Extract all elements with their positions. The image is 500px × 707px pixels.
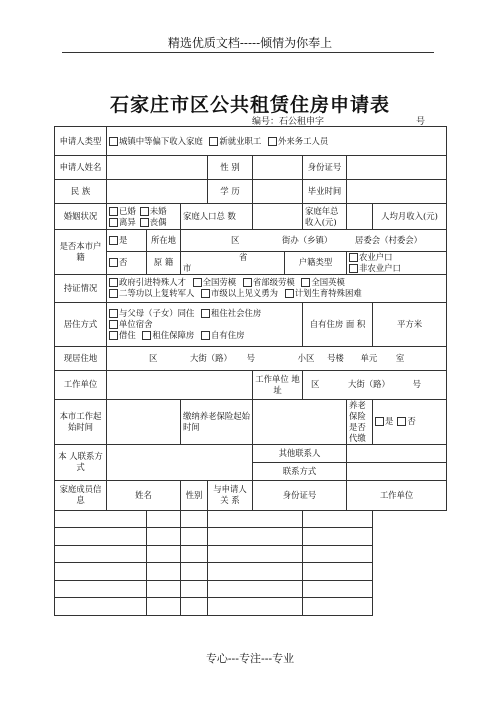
merit-option[interactable]: 全国劳模: [193, 277, 237, 287]
merit-option[interactable]: 全国英模: [301, 277, 345, 287]
ethnicity-field[interactable]: [107, 180, 208, 204]
local-work-start-label: 本市工作起始时间: [55, 399, 107, 444]
merit-options: [107, 274, 447, 302]
checkbox-icon: [109, 137, 118, 146]
sqm-unit: 平方米: [397, 318, 423, 329]
row-marital: [55, 204, 447, 230]
member-id-cell[interactable]: [208, 598, 303, 616]
family-count-label: 家庭人口总 数: [181, 204, 253, 230]
local-work-start-field[interactable]: [107, 399, 181, 444]
member-col-name: 姓名: [107, 480, 181, 510]
checkbox-icon: [140, 218, 149, 227]
member-id-cell[interactable]: [208, 563, 303, 581]
checkbox-icon: [109, 278, 118, 287]
checkbox-icon: [142, 331, 151, 340]
member-work-cell[interactable]: [303, 510, 373, 528]
marital-option[interactable]: 已婚: [109, 206, 136, 216]
current-address-field[interactable]: 区 大街（路） 号 小区 号楼 单元 室: [107, 346, 447, 370]
pension-agency-label: 养老保险是否代缴: [347, 399, 373, 444]
location-field[interactable]: [181, 230, 447, 252]
residence-option[interactable]: 单位宿舍: [109, 319, 153, 329]
member-gender-cell[interactable]: [147, 545, 181, 563]
origin-field[interactable]: [181, 252, 285, 275]
merit-option[interactable]: 政府引进特殊人才: [109, 277, 186, 287]
row-ethnicity: [55, 180, 447, 204]
serial-suffix: 号: [416, 117, 426, 127]
member-gender-cell[interactable]: [147, 580, 181, 598]
row-hukou-origin: [55, 252, 447, 275]
checkbox-icon: [349, 264, 358, 273]
graduation-field[interactable]: [347, 180, 447, 204]
residence-label: 居住方式: [55, 302, 107, 346]
per-capita-label: 人均月收入(元): [373, 204, 447, 230]
member-relation-cell[interactable]: [181, 598, 208, 616]
pension-agency-options: [373, 399, 447, 444]
residence-option[interactable]: 与父母（子女）同住: [109, 308, 194, 318]
location-label: 所在地: [147, 230, 181, 252]
member-id-cell[interactable]: [208, 580, 303, 598]
other-contact-label: 其他联系人: [253, 444, 347, 462]
city-unit: 市: [183, 262, 192, 273]
member-name-cell[interactable]: [55, 545, 147, 563]
member-gender-cell[interactable]: [147, 510, 181, 528]
checkbox-icon: [397, 417, 406, 426]
applicant-type-label: 申请人类型: [55, 127, 107, 156]
member-name-cell[interactable]: [55, 563, 147, 581]
checkbox-icon: [201, 309, 210, 318]
work-address-label: 工作单位 地 址: [253, 370, 303, 399]
members-label: 家庭成员信息: [55, 480, 107, 510]
contact-method-label: 联系方式: [253, 462, 347, 480]
hukou-yes-option[interactable]: 是: [107, 230, 147, 252]
member-relation-cell[interactable]: [181, 580, 208, 598]
id-number-label: 身份证号: [303, 156, 347, 180]
checkbox-icon: [109, 258, 118, 267]
member-work-cell[interactable]: [303, 580, 373, 598]
member-col-work: 工作单位: [347, 480, 447, 510]
residence-option[interactable]: 租住社会住房: [201, 308, 261, 318]
member-relation-cell[interactable]: [181, 528, 208, 546]
checkbox-icon: [109, 320, 118, 329]
marital-options: [107, 204, 181, 230]
member-name-cell[interactable]: [55, 580, 147, 598]
row-work-unit: [55, 370, 447, 399]
merit-option[interactable]: 二等功以上复转军人: [109, 288, 194, 298]
committee-unit: 居委会（村委会）: [354, 235, 422, 246]
member-work-cell[interactable]: [303, 528, 373, 546]
local-hukou-label: 是否本市户 籍: [55, 230, 107, 275]
member-work-cell[interactable]: [303, 545, 373, 563]
row-merit: [55, 274, 447, 302]
row-residence: [55, 302, 447, 346]
checkbox-icon: [268, 137, 277, 146]
page-footer: 专心---专注---专业: [205, 652, 295, 665]
other-contact-field[interactable]: [347, 444, 447, 462]
work-unit-label: 工作单位: [55, 370, 107, 399]
row-members-header: [55, 480, 447, 510]
contact-field[interactable]: [107, 444, 253, 480]
applicant-type-option[interactable]: 外来务工人员: [268, 136, 328, 146]
checkbox-icon: [109, 236, 118, 245]
pension-start-field[interactable]: [253, 399, 347, 444]
pension-agency-no[interactable]: 否: [397, 416, 415, 426]
checkbox-icon: [193, 278, 202, 287]
merit-option[interactable]: 省部级劳模: [243, 277, 295, 287]
marital-option[interactable]: 未婚: [140, 206, 167, 216]
checkbox-icon: [285, 289, 294, 298]
district-unit: 区: [231, 235, 240, 246]
row-work-start: [55, 399, 447, 444]
checkbox-icon: [109, 207, 118, 216]
checkbox-icon: [109, 309, 118, 318]
own-area-field[interactable]: [373, 302, 447, 346]
row-name: [55, 156, 447, 180]
member-relation-cell[interactable]: [181, 563, 208, 581]
gender-field[interactable]: [253, 156, 303, 180]
applicant-name-field[interactable]: [107, 156, 208, 180]
member-name-cell[interactable]: [55, 598, 147, 616]
header-rule: [62, 52, 434, 53]
applicant-type-option[interactable]: 新就业职工: [209, 136, 261, 146]
hukou-type-option[interactable]: 农业户口: [349, 252, 393, 262]
residence-options: [107, 302, 303, 346]
form-title: 石家庄市区公共租赁住房申请表: [109, 94, 390, 116]
member-row: [55, 580, 447, 598]
member-gender-cell[interactable]: [147, 598, 181, 616]
origin-label: 原 籍: [147, 252, 181, 275]
checkbox-icon: [375, 417, 384, 426]
education-label: 学 历: [208, 180, 253, 204]
member-col-gender: 性别: [181, 480, 208, 510]
member-relation-cell[interactable]: [181, 510, 208, 528]
checkbox-icon: [301, 278, 310, 287]
merit-option[interactable]: 市级以上见义勇为: [201, 288, 278, 298]
pension-start-label: 缴纳养老保险起始时间: [181, 399, 253, 444]
serial-prefix: 编号：石公租申字: [252, 117, 325, 127]
marital-option[interactable]: 离异: [109, 217, 136, 227]
checkbox-icon: [140, 207, 149, 216]
work-address-field[interactable]: 区 大街（路） 号: [303, 370, 447, 399]
education-field[interactable]: [253, 180, 303, 204]
contact-method-field[interactable]: [347, 462, 447, 480]
checkbox-icon: [109, 289, 118, 298]
checkbox-icon: [201, 331, 210, 340]
checkbox-icon: [209, 137, 218, 146]
residence-option[interactable]: 租住保障房: [142, 330, 194, 340]
member-id-cell[interactable]: [208, 528, 303, 546]
residence-option[interactable]: 自有住房: [201, 330, 245, 340]
member-relation-cell[interactable]: [181, 545, 208, 563]
member-row: [55, 545, 447, 563]
member-row: [55, 563, 447, 581]
member-name-cell[interactable]: [55, 510, 147, 528]
family-income-label: 家庭年总收入(元): [303, 204, 347, 230]
hukou-type-options: [347, 252, 447, 275]
checkbox-icon: [109, 218, 118, 227]
work-unit-field[interactable]: [107, 370, 253, 399]
page-header: 精选优质文档-----倾情为你奉上: [167, 36, 333, 50]
member-id-cell[interactable]: [208, 545, 303, 563]
merit-label: 持证情况: [55, 274, 107, 302]
checkbox-icon: [243, 278, 252, 287]
member-row: [55, 510, 447, 528]
hukou-type-label: 户籍类型: [285, 252, 347, 275]
checkbox-icon: [109, 331, 118, 340]
member-name-cell[interactable]: [55, 528, 147, 546]
own-area-label: 自有住房 面 积: [303, 302, 373, 346]
family-count-field[interactable]: [253, 204, 303, 230]
family-income-field[interactable]: [347, 204, 373, 230]
gender-label: 性 别: [208, 156, 253, 180]
row-applicant-type: [55, 127, 447, 156]
residence-option[interactable]: 借住: [109, 330, 136, 340]
marital-label: 婚姻状况: [55, 204, 107, 230]
applicant-name-label: 申请人姓名: [55, 156, 107, 180]
member-work-cell[interactable]: [303, 598, 373, 616]
member-work-cell[interactable]: [303, 563, 373, 581]
checkbox-icon: [349, 253, 358, 262]
member-row: [55, 598, 447, 616]
checkbox-icon: [201, 289, 210, 298]
row-hukou-location: [55, 230, 447, 252]
member-col-relation: 与申请人关 系: [208, 480, 253, 510]
current-address-label: 现居住地: [55, 346, 107, 370]
ethnicity-label: 民 族: [55, 180, 107, 204]
hukou-type-option[interactable]: 非农业户口: [349, 263, 401, 273]
province-unit: 省: [239, 252, 248, 262]
member-id-cell[interactable]: [208, 510, 303, 528]
contact-label: 本 人联系方式: [55, 444, 107, 480]
marital-option[interactable]: 丧偶: [140, 217, 167, 227]
hukou-no-option[interactable]: 否: [107, 252, 147, 275]
pension-agency-yes[interactable]: 是: [375, 416, 393, 426]
street-unit: 街办（乡镇）: [282, 235, 333, 246]
merit-option[interactable]: 计划生育特殊困难: [285, 288, 362, 298]
row-current-address: [55, 346, 447, 370]
application-form: [54, 126, 447, 616]
applicant-type-options: [107, 127, 447, 156]
member-gender-cell[interactable]: [147, 563, 181, 581]
graduation-label: 毕业时间: [303, 180, 347, 204]
member-row: [55, 528, 447, 546]
id-number-field[interactable]: [347, 156, 447, 180]
row-contact-top: [55, 444, 447, 462]
member-col-id: 身份证号: [253, 480, 347, 510]
applicant-type-option[interactable]: 城镇中等偏下收入家庭: [109, 136, 203, 146]
member-gender-cell[interactable]: [147, 528, 181, 546]
